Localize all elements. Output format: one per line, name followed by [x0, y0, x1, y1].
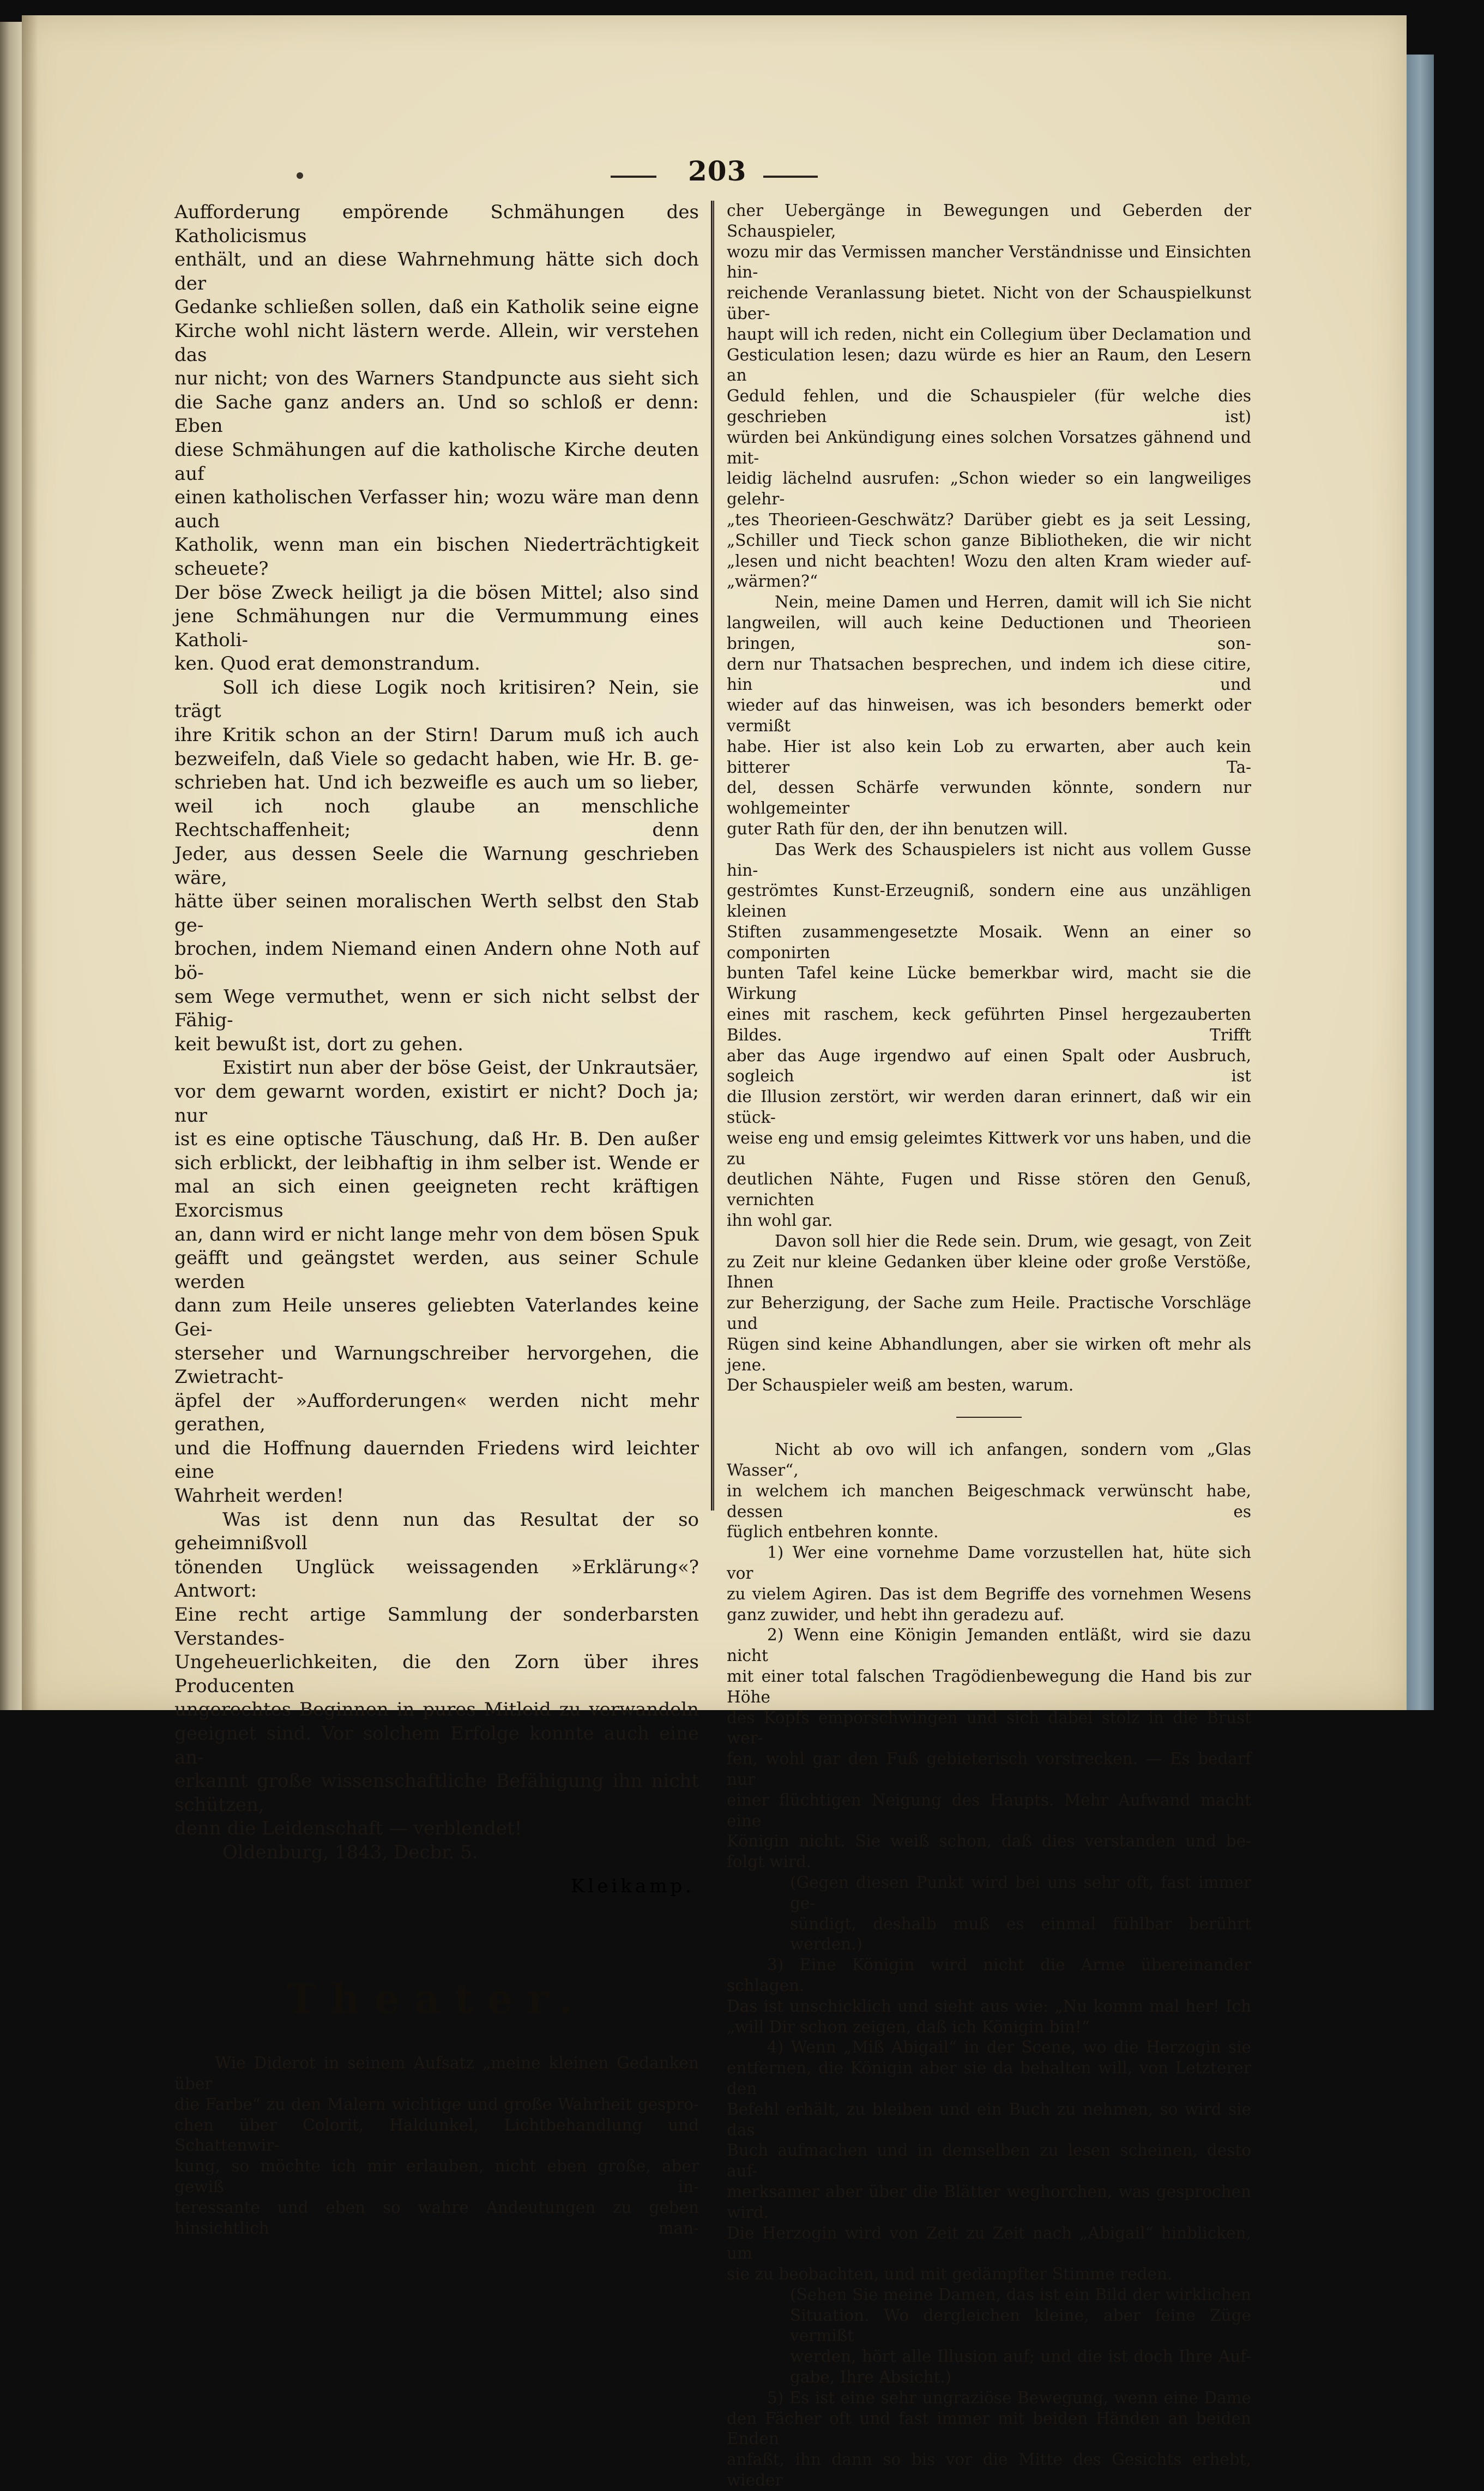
- text-line: 1) Wer eine vornehme Dame vorzustellen hat, hüte sich vor: [727, 1543, 1251, 1583]
- text-line: mit einer total falschen Tragödienbewegung die Hand bis zur Höhe: [727, 1666, 1251, 1706]
- text-line: hätte über seinen moralischen Werth selbst den Stab ge-: [174, 890, 699, 936]
- page-number: 203: [688, 155, 747, 187]
- text-line: „Schiller und Tieck schon ganze Bibliotheken, die wir nicht: [727, 531, 1251, 550]
- paragraph: [174, 1508, 699, 1841]
- section-heading-theater: Theater.: [286, 1976, 587, 2023]
- text-line: Soll ich diese Logik noch kritisiren? Nein, sie trägt: [174, 676, 699, 723]
- previous-page-edge: [0, 22, 24, 1710]
- text-line: 3) Eine Königin wird nicht die Arme übereinander schlagen.: [727, 1956, 1251, 1995]
- text-line: einen katholischen Verfasser hin; wozu wäre man denn auch: [174, 486, 699, 532]
- text-line: bunten Tafel keine Lücke bemerkbar wird, macht sie die Wirkung: [727, 964, 1251, 1003]
- text-line: an, dann wird er nicht lange mehr von dem bösen Spuk: [174, 1223, 699, 1246]
- text-line: merksamer aber über die Blätter weghorchen, was gesprochen wird.: [727, 2182, 1251, 2222]
- text-line: Rügen sind keine Abhandlungen, aber sie wirken oft mehr als jene.: [727, 1334, 1251, 1374]
- text-line: nur nicht; von des Warners Standpuncte aus sieht sich: [174, 368, 699, 390]
- text-line: deutlichen Nähte, Fugen und Risse stören den Genuß, vernichten: [727, 1170, 1251, 1210]
- author-signature: Kleikamp.: [571, 1875, 695, 1897]
- parenthetical-note: [727, 1873, 1251, 1955]
- text-line: geäfft und geängstet werden, aus seiner Schule werden: [174, 1247, 699, 1293]
- right-column: [727, 201, 1251, 2491]
- text-line: in welchem ich manchen Beigeschmack verwünscht habe, dessen es: [727, 1481, 1251, 1521]
- spine-shadow: [22, 15, 38, 1710]
- text-line: Ungeheuerlichkeiten, die den Zorn über ihres Producenten: [174, 1651, 699, 1697]
- text-line: brochen, indem Niemand einen Andern ohne Noth auf bö-: [174, 938, 699, 984]
- text-line: den Fächer oft und fast immer mit beiden Händen an beiden Enden: [727, 2409, 1251, 2448]
- text-line: Gesticulation lesen; dazu würde es hier an Raum, den Lesern an: [727, 345, 1251, 385]
- text-line: „lesen und nicht beachten! Wozu den alten Kram wieder auf-: [727, 551, 1251, 570]
- text-line: ihn wohl gar.: [727, 1211, 833, 1230]
- left-column: [174, 201, 699, 2239]
- text-line: anfaßt, ihn dann so bis vor die Mitte des Gesichts erhebt, wieder: [727, 2450, 1251, 2490]
- text-line: weise eng und emsig geleimtes Kittwerk vor uns haben, und die zu: [727, 1128, 1251, 1168]
- text-line: Der böse Zweck heiligt ja die bösen Mittel; also sind: [174, 581, 699, 604]
- text-line: aber das Auge irgendwo auf einen Spalt oder Ausbruch, sogleich ist: [727, 1046, 1251, 1086]
- text-line: Wahrheit werden!: [174, 1485, 344, 1507]
- text-line: Befehl erhält, zu bleiben und ein Buch zu nehmen, so wird sie das: [727, 2099, 1251, 2139]
- text-line: Das Werk des Schauspielers ist nicht aus vollem Gusse hin-: [727, 840, 1251, 880]
- text-line: vor dem gewarnt worden, existirt er nicht? Doch ja; nur: [174, 1080, 699, 1127]
- book-cover-edge: [1407, 55, 1434, 1710]
- text-line: Buch aufmachen und in demselben zu lesen scheinen, desto auf-: [727, 2141, 1251, 2181]
- text-line: dern nur Thatsachen besprechen, und indem ich diese citire, hin und: [727, 654, 1251, 694]
- numbered-item: [727, 1543, 1251, 1625]
- text-line: eines mit raschem, keck geführten Pinsel hergezauberten Bildes. Trifft: [727, 1005, 1251, 1044]
- text-line: einer flüchtigen Neigung des Haupts. Mehr Aufwand macht eine: [727, 1790, 1251, 1830]
- text-line: Gedanke schließen sollen, daß ein Katholik seine eigne: [174, 296, 699, 318]
- text-line: reichende Veranlassung bietet. Nicht von der Schauspielkunst über-: [727, 284, 1251, 323]
- text-line: sem Wege vermuthet, wenn er sich nicht selbst der Fähig-: [174, 985, 699, 1032]
- text-line: sündigt, deshalb muß es einmal fühlbar berührt werden.): [790, 1914, 1251, 1954]
- text-line: schrieben hat. Und ich bezweifle es auch um so lieber,: [174, 772, 699, 794]
- paragraph: [727, 201, 1251, 592]
- text-line: des Kopfs emporschwingen und sich dabei stolz in die Brust wer-: [727, 1708, 1251, 1748]
- theater-intro-paragraph: [174, 2053, 699, 2239]
- text-line: folgt wird.: [727, 1852, 812, 1872]
- text-line: „tes Theorieen-Geschwätz? Darüber giebt es ja seit Lessing,: [727, 510, 1251, 529]
- text-line: Die Herzogin wird von Zeit zu Zeit nach „Abigail“ hinblicken, um: [727, 2223, 1251, 2263]
- column-divider-rule: [711, 201, 714, 1511]
- text-line: mal an sich einen geeigneten recht kräftigen Exorcismus: [174, 1176, 699, 1222]
- text-line: (Sehen Sie meine Damen, das ist ein Bild der wirklichen: [790, 2285, 1251, 2304]
- text-line: sterseher und Warnungschreiber hervorgehen, die Zwietracht-: [174, 1342, 699, 1388]
- text-line: (Gegen diesen Punkt wird bei uns sehr oft, fast immer ge-: [790, 1873, 1251, 1912]
- text-line: Nicht ab ovo will ich anfangen, sondern vom „Glas Wasser“,: [727, 1440, 1251, 1480]
- text-line: äpfel der »Aufforderungen« werden nicht mehr gerathen,: [174, 1389, 699, 1436]
- text-line: weil ich noch glaube an menschliche Rechtschaffenheit; denn: [174, 795, 699, 841]
- text-line: dann zum Heile unseres geliebten Vaterlandes keine Gei-: [174, 1295, 699, 1340]
- text-line: die Sache ganz anders an. Und so schloß er denn: Eben: [174, 391, 699, 437]
- paragraph: [174, 201, 699, 676]
- text-line: guter Rath für den, der ihn benutzen will.: [727, 819, 1069, 838]
- text-line: Königin nicht. Sie weiß schon, daß dies verstanden und be-: [727, 1832, 1251, 1851]
- text-line: entfernen, die Königin aber sie da behalten will, von Letzterer den: [727, 2059, 1251, 2098]
- text-line: Eine recht artige Sammlung der sonderbarsten Verstandes-: [174, 1604, 699, 1650]
- text-line: sie zu beobachten, und mit gedämpfter Stimme reden.: [727, 2265, 1173, 2284]
- text-line: denn die Leidenschaft — verblendet!: [174, 1818, 522, 1840]
- text-line: 5) Es ist eine sehr ungraziöse Bewegung, wenn eine Dame: [767, 2388, 1251, 2407]
- text-line: Das ist unschicklich und sieht aus wie: „Nu komm mal her! Ich: [727, 1996, 1251, 2015]
- text-line: ganz zuwider, und hebt ihn geradezu auf.: [727, 1605, 1065, 1624]
- text-line: leidig lächelnd ausrufen: „Schon wieder so ein langweiliges gelehr-: [727, 469, 1251, 509]
- text-line: die Illusion zerstört, wir werden daran erinnert, daß wir ein stück-: [727, 1087, 1251, 1127]
- text-line: Davon soll hier die Rede sein. Drum, wie gesagt, von Zeit: [775, 1231, 1251, 1250]
- text-line: ungerechtes Beginnen in pures Mitleid zu verwandeln: [174, 1699, 699, 1721]
- text-line: werden, hört alle Illusion auf; und die ist doch Ihre Auf-: [790, 2347, 1251, 2366]
- text-line: fen, wohl gar den Fuß gebieterisch vorstrecken. — Es bedarf nur: [727, 1749, 1251, 1789]
- text-line: würden bei Ankündigung eines solchen Vorsatzes gähnend und mit-: [727, 428, 1251, 467]
- text-line: ihre Kritik schon an der Stirn! Darum muß ich auch: [174, 724, 699, 747]
- text-line: Nein, meine Damen und Herren, damit will ich Sie nicht: [775, 593, 1251, 612]
- text-line: Was ist denn nun das Resultat der so geheimnißvoll: [174, 1508, 699, 1555]
- text-line: zu Zeit nur kleine Gedanken über kleine oder große Verstöße, Ihnen: [727, 1252, 1251, 1292]
- text-line: Existirt nun aber der böse Geist, der Unkrautsäer,: [222, 1057, 699, 1079]
- text-line: diese Schmähungen auf die katholische Kirche deuten auf: [174, 438, 699, 485]
- text-line: 2) Wenn eine Königin Jemanden entläßt, wird sie dazu nicht: [727, 1626, 1251, 1665]
- text-line: ken. Quod erat demonstrandum.: [174, 653, 480, 675]
- text-line: ist es eine optische Täuschung, daß Hr. B. Den außer: [174, 1128, 699, 1151]
- text-line: Geduld fehlen, und die Schauspieler (für welche dies geschrieben ist): [727, 387, 1251, 426]
- text-line: Kirche wohl nicht lästern werde. Allein, wir verstehen das: [174, 320, 699, 366]
- text-line: cher Uebergänge in Bewegungen und Geberden der Schauspieler,: [727, 201, 1251, 240]
- text-line: habe. Hier ist also kein Lob zu erwarten, aber auch kein bitterer Ta-: [727, 737, 1251, 777]
- text-line: erkannt große wissenschaftliche Befähigung ihn nicht schützen,: [174, 1770, 699, 1816]
- text-line: haupt will ich reden, nicht ein Collegium über Declamation und: [727, 324, 1251, 344]
- text-line: tönenden Unglück weissagenden »Erklärung«? Antwort:: [174, 1556, 699, 1602]
- numbered-item: [727, 1955, 1251, 2037]
- text-line: wozu mir das Vermissen mancher Verständnisse und Einsichten hin-: [727, 242, 1251, 282]
- paragraph: [174, 1056, 699, 1508]
- paragraph: [727, 840, 1251, 1231]
- page-header: [545, 155, 850, 198]
- numbered-item: [727, 2037, 1251, 2285]
- text-line: keit bewußt ist, dort zu gehen.: [174, 1033, 463, 1055]
- header-dot-mark: [297, 172, 303, 179]
- header-dash-left: [611, 176, 656, 178]
- text-line: zur Beherzigung, der Sache zum Heile. Practische Vorschläge und: [727, 1293, 1251, 1333]
- numbered-item: [727, 1625, 1251, 1873]
- numbered-item: [727, 2388, 1251, 2491]
- text-line: „wärmen?“: [727, 572, 818, 591]
- text-line: Katholik, wenn man ein bischen Niederträchtigkeit scheuete?: [174, 534, 699, 580]
- paragraph: [727, 592, 1251, 840]
- paragraph: [174, 676, 699, 1057]
- text-line: Aufforderung empörende Schmähungen des Katholicismus: [174, 201, 699, 247]
- text-line: Situation. Wo dergleichen kleine, aber feine Züge vermißt: [790, 2306, 1251, 2345]
- section-separator-rule: [956, 1417, 1022, 1418]
- text-line: enthält, und an diese Wahrnehmung hätte sich doch der: [174, 249, 699, 294]
- header-dash-right: [763, 176, 818, 178]
- text-line: Stiften zusammengesetzte Mosaik. Wenn an einer so componirten: [727, 922, 1251, 962]
- text-line: del, dessen Schärfe verwunden könnte, sondern nur wohlgemeinter: [727, 778, 1251, 818]
- text-line: geströmtes Kunst-Erzeugniß, sondern eine aus unzähligen kleinen: [727, 881, 1251, 921]
- text-line: zu vielem Agiren. Das ist dem Begriffe des vornehmen Wesens: [727, 1584, 1251, 1603]
- text-line: „will Dir schon zeigen, daß ich Königin bin!“: [727, 2017, 1090, 2036]
- text-line: 4) Wenn „Miß Abigail“ in der Scene, wo die Herzogin sie: [767, 2038, 1251, 2057]
- text-line: Wie Diderot in seinem Aufsatz „meine kleinen Gedanken über: [174, 2054, 699, 2093]
- parenthetical-note: [727, 2285, 1251, 2388]
- dateline: Oldenburg, 1843, Decbr. 5.: [222, 1841, 478, 1863]
- text-line: gabe, Ihre Absicht.): [790, 2368, 952, 2387]
- text-line: die Farbe“ zu den Malern wichtige und große Wahrheit gespro-: [174, 2095, 699, 2114]
- text-line: teressante und eben so wahre Andeutungen zu geben hinsichtlich man-: [174, 2198, 699, 2237]
- text-line: geeignet sind. Vor solchem Erfolge konnte auch eine an-: [174, 1723, 699, 1768]
- text-line: langweilen, will auch keine Deductionen und Theorieen bringen, son-: [727, 613, 1251, 653]
- text-line: chen über Colorit, Haldunkel, Lichtbehandlung und Schattenwir-: [174, 2115, 699, 2155]
- text-line: jene Schmähungen nur die Vermummung eines Katholi-: [174, 605, 699, 651]
- paragraph: [727, 1440, 1251, 1543]
- paragraph: [727, 1231, 1251, 1396]
- text-line: Der Schauspieler weiß am besten, warum.: [727, 1376, 1074, 1395]
- text-line: Jeder, aus dessen Seele die Warnung geschrieben wäre,: [174, 843, 699, 889]
- text-line: bezweifeln, daß Viele so gedacht haben, wie Hr. B. ge-: [174, 748, 699, 770]
- text-line: füglich entbehren konnte.: [727, 1523, 939, 1542]
- text-line: sich erblickt, der leibhaftig in ihm selber ist. Wende er: [174, 1152, 699, 1174]
- text-line: wieder auf das hinweisen, was ich besonders bemerkt oder vermißt: [727, 696, 1251, 735]
- text-line: und die Hoffnung dauernden Friedens wird leichter eine: [174, 1437, 699, 1483]
- text-line: kung, so möchte ich mir erlauben, nicht eben große, aber gewiß in-: [174, 2157, 699, 2196]
